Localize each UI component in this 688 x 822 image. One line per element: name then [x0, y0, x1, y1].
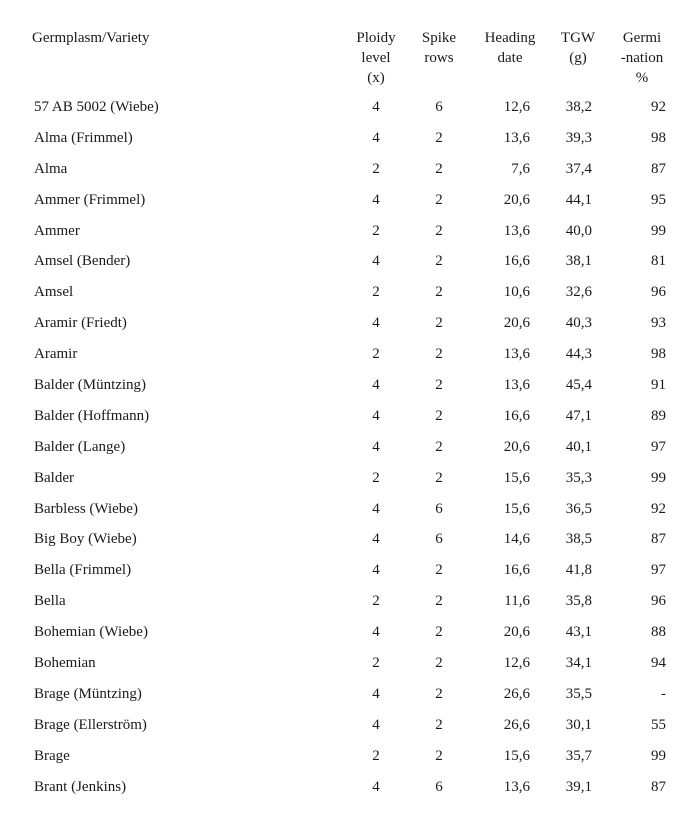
spike-rows-cell: 2: [435, 191, 443, 208]
tgw-cell: 35,8: [565, 593, 592, 610]
germination-cell: 93: [651, 315, 666, 332]
ploidy-cell: 2: [372, 160, 380, 177]
heading-date-cell: 16,6: [503, 407, 530, 424]
ploidy-cell: 2: [372, 655, 380, 672]
germination-cell: 87: [651, 531, 666, 548]
ploidy-cell: 4: [372, 624, 380, 641]
ploidy-cell: 4: [372, 377, 380, 394]
table-row: [0, 401, 688, 432]
variety-cell: Aramir: [34, 346, 78, 363]
header-heading-date: [474, 28, 546, 68]
variety-cell: Aramir (Friedt): [34, 315, 127, 332]
header-ploidy-line-1: Ploidy: [356, 30, 396, 46]
heading-date-cell: 12,6: [503, 99, 530, 115]
tgw-cell: 44,1: [565, 191, 592, 208]
germination-cell: 55: [651, 716, 666, 733]
heading-date-cell: 13,6: [503, 778, 530, 795]
variety-cell: Ammer (Frimmel): [34, 191, 146, 208]
header-heading-line-2: date: [497, 50, 523, 66]
table-row: [0, 463, 688, 494]
ploidy-cell: 4: [372, 500, 380, 517]
table-row: [0, 679, 688, 710]
ploidy-cell: 4: [372, 716, 380, 733]
header-tgw-line-2: (g): [569, 50, 587, 66]
variety-cell: Balder (Müntzing): [34, 377, 147, 394]
spike-rows-cell: 2: [435, 685, 443, 702]
table-row: [0, 339, 688, 370]
variety-cell: 57 AB 5002 (Wiebe): [34, 99, 159, 115]
spike-rows-cell: 2: [435, 438, 443, 455]
header-ploidy: [348, 28, 404, 88]
tgw-cell: 35,7: [565, 747, 592, 764]
spike-rows-cell: 2: [435, 747, 443, 764]
ploidy-cell: 4: [372, 129, 380, 146]
table-row: [0, 216, 688, 247]
heading-date-cell: 15,6: [503, 469, 530, 486]
table-row: [0, 555, 688, 586]
variety-cell: Bohemian (Wiebe): [34, 624, 148, 641]
header-ploidy-line-2: level: [361, 50, 391, 66]
header-germ-line-2: -nation: [620, 50, 664, 66]
ploidy-cell: 4: [372, 438, 380, 455]
tgw-cell: 39,1: [565, 778, 592, 795]
tgw-cell: 40,0: [565, 222, 592, 239]
ploidy-cell: 2: [372, 222, 380, 239]
variety-cell: Brage (Müntzing): [34, 685, 142, 702]
spike-rows-cell: 2: [435, 315, 443, 332]
table-body: [0, 92, 688, 802]
germination-cell: 98: [651, 346, 666, 363]
tgw-cell: 40,1: [565, 438, 592, 455]
tgw-cell: 47,1: [565, 407, 592, 424]
spike-rows-cell: 6: [435, 500, 443, 517]
spike-rows-cell: 2: [435, 407, 443, 424]
ploidy-cell: 4: [372, 685, 380, 702]
spike-rows-cell: 2: [435, 655, 443, 672]
germination-cell: 97: [651, 562, 666, 579]
tgw-cell: 43,1: [565, 624, 592, 641]
table-row: [0, 586, 688, 617]
table-row: [0, 494, 688, 525]
tgw-cell: 35,5: [565, 685, 592, 702]
table-row: [0, 524, 688, 555]
table-row: [0, 123, 688, 154]
spike-rows-cell: 2: [435, 253, 443, 270]
variety-cell: Brage: [34, 747, 70, 764]
ploidy-cell: 4: [372, 407, 380, 424]
header-germ-line-1: Germi: [622, 30, 662, 46]
germination-cell: 89: [651, 407, 666, 424]
variety-cell: Big Boy (Wiebe): [34, 531, 137, 548]
variety-cell: Ammer: [34, 222, 80, 239]
tgw-cell: 38,5: [565, 531, 592, 548]
heading-date-cell: 12,6: [503, 655, 530, 672]
header-germination: [612, 28, 672, 88]
header-germplasm: [32, 28, 149, 48]
table-row: [0, 92, 688, 123]
germination-cell: 97: [651, 438, 666, 455]
spike-rows-cell: 6: [435, 531, 443, 548]
germination-cell: 92: [651, 99, 666, 115]
ploidy-cell: 4: [372, 531, 380, 548]
variety-cell: Bella (Frimmel): [34, 562, 132, 579]
table-row: [0, 370, 688, 401]
germination-cell: 99: [651, 747, 666, 764]
germination-cell: 99: [651, 222, 666, 239]
table-row: [0, 308, 688, 339]
heading-date-cell: 20,6: [503, 624, 530, 641]
header-tgw: [552, 28, 604, 68]
spike-rows-cell: 2: [435, 593, 443, 610]
variety-cell: Balder: [34, 469, 74, 486]
variety-cell: Brant (Jenkins): [34, 778, 127, 795]
spike-rows-cell: 2: [435, 129, 443, 146]
heading-date-cell: 13,6: [503, 377, 530, 394]
germination-cell: 92: [651, 500, 666, 517]
tgw-cell: 40,3: [565, 315, 592, 332]
ploidy-cell: 4: [372, 315, 380, 332]
tgw-cell: 38,1: [565, 253, 592, 270]
spike-rows-cell: 2: [435, 346, 443, 363]
spike-rows-cell: 2: [435, 562, 443, 579]
heading-date-cell: 20,6: [503, 191, 530, 208]
heading-date-cell: 10,6: [503, 284, 530, 301]
tgw-cell: 34,1: [565, 655, 592, 672]
table-row: [0, 246, 688, 277]
heading-date-cell: 20,6: [503, 315, 530, 332]
table-row: [0, 741, 688, 772]
spike-rows-cell: 2: [435, 284, 443, 301]
table-row: [0, 710, 688, 741]
spike-rows-cell: 2: [435, 222, 443, 239]
tgw-cell: 36,5: [565, 500, 592, 517]
header-tgw-line-1: TGW: [560, 30, 596, 46]
germination-cell: 95: [651, 191, 666, 208]
heading-date-cell: 7,6: [511, 160, 530, 177]
heading-date-cell: 16,6: [503, 253, 530, 270]
germination-cell: -: [661, 685, 666, 702]
germination-cell: 81: [651, 253, 666, 270]
ploidy-cell: 4: [372, 253, 380, 270]
spike-rows-cell: 6: [435, 778, 443, 795]
heading-date-cell: 11,6: [504, 593, 530, 610]
variety-cell: Brage (Ellerström): [34, 716, 147, 733]
heading-date-cell: 13,6: [503, 346, 530, 363]
ploidy-cell: 2: [372, 469, 380, 486]
tgw-cell: 41,8: [565, 562, 592, 579]
table-row: [0, 648, 688, 679]
variety-cell: Balder (Lange): [34, 438, 126, 455]
germination-cell: 99: [651, 469, 666, 486]
germination-cell: 98: [651, 129, 666, 146]
germination-cell: 96: [651, 284, 666, 301]
variety-cell: Bella: [34, 593, 66, 610]
variety-cell: Barbless (Wiebe): [34, 500, 138, 517]
ploidy-cell: 4: [372, 562, 380, 579]
germination-cell: 88: [651, 624, 666, 641]
variety-cell: Bohemian: [34, 655, 96, 672]
header-germ-line-3: %: [635, 70, 649, 86]
header-spike-rows: [414, 28, 464, 68]
tgw-cell: 38,2: [565, 99, 592, 115]
ploidy-cell: 2: [372, 747, 380, 764]
ploidy-cell: 2: [372, 593, 380, 610]
header-heading-line-1: Heading: [484, 30, 536, 46]
tgw-cell: 30,1: [565, 716, 592, 733]
ploidy-cell: 4: [372, 778, 380, 795]
heading-date-cell: 13,6: [503, 222, 530, 239]
heading-date-cell: 26,6: [503, 685, 530, 702]
table-row: [0, 154, 688, 185]
ploidy-cell: 2: [372, 346, 380, 363]
variety-cell: Alma (Frimmel): [34, 129, 133, 146]
header-germplasm-line: Germplasm/Variety: [32, 30, 150, 46]
tgw-cell: 32,6: [565, 284, 592, 301]
ploidy-cell: 4: [372, 191, 380, 208]
spike-rows-cell: 2: [435, 377, 443, 394]
heading-date-cell: 15,6: [503, 500, 530, 517]
germination-cell: 96: [651, 593, 666, 610]
variety-cell: Alma: [34, 160, 68, 177]
ploidy-cell: 4: [372, 99, 380, 115]
table-row: [0, 432, 688, 463]
heading-date-cell: 13,6: [503, 129, 530, 146]
spike-rows-cell: 6: [435, 99, 443, 115]
spike-rows-cell: 2: [435, 716, 443, 733]
header-ploidy-line-3: (x): [367, 70, 385, 86]
spike-rows-cell: 2: [435, 160, 443, 177]
tgw-cell: 39,3: [565, 129, 592, 146]
spike-rows-cell: 2: [435, 469, 443, 486]
table-row: [0, 617, 688, 648]
tgw-cell: 37,4: [565, 160, 592, 177]
variety-cell: Amsel (Bender): [34, 253, 131, 270]
germination-cell: 87: [651, 160, 666, 177]
ploidy-cell: 2: [372, 284, 380, 301]
heading-date-cell: 26,6: [503, 716, 530, 733]
variety-cell: Amsel: [34, 284, 74, 301]
germination-cell: 91: [651, 377, 666, 394]
tgw-cell: 45,4: [565, 377, 592, 394]
heading-date-cell: 15,6: [503, 747, 530, 764]
germination-cell: 94: [651, 655, 666, 672]
tgw-cell: 44,3: [565, 346, 592, 363]
heading-date-cell: 20,6: [503, 438, 530, 455]
variety-cell: Balder (Hoffmann): [34, 407, 150, 424]
table-row: [0, 772, 688, 803]
table-row: [0, 277, 688, 308]
tgw-cell: 35,3: [565, 469, 592, 486]
heading-date-cell: 16,6: [503, 562, 530, 579]
germination-cell: 87: [651, 778, 666, 795]
header-spike-line-1: Spike: [421, 30, 457, 46]
header-spike-line-2: rows: [424, 50, 454, 66]
table-row: [0, 185, 688, 216]
spike-rows-cell: 2: [435, 624, 443, 641]
heading-date-cell: 14,6: [503, 531, 530, 548]
